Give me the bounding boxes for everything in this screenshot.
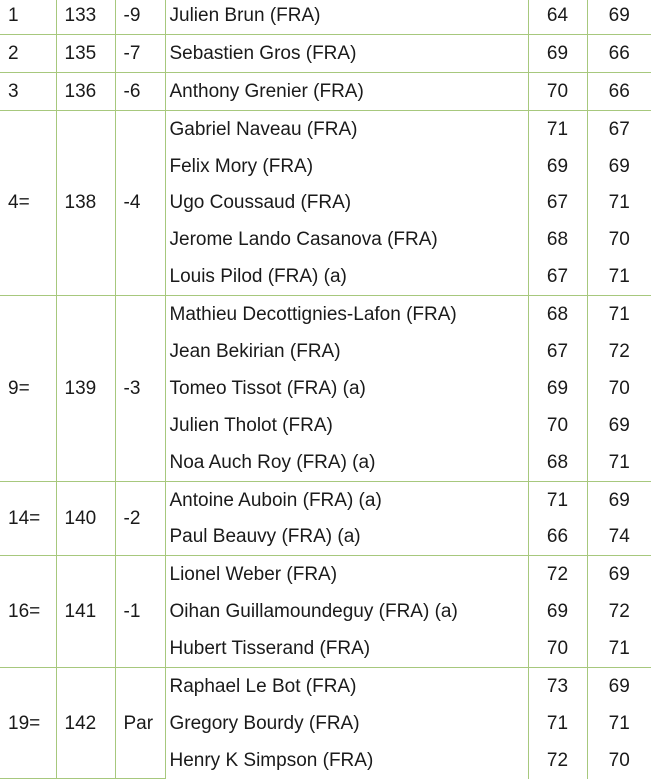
player-name-cell: Gabriel Naveau (FRA) [165, 110, 528, 147]
round-2-score-cell: 69 [587, 481, 651, 518]
position-cell: 14= [0, 481, 56, 556]
round-2-score-cell: 72 [587, 333, 651, 370]
round-2-score-cell: 66 [587, 34, 651, 72]
total-score-cell: 136 [56, 72, 115, 110]
round-2-score-cell: 69 [587, 668, 651, 705]
player-name-cell: Antoine Auboin (FRA) (a) [165, 481, 528, 518]
position-cell: 1 [0, 0, 56, 34]
round-1-score-cell: 73 [528, 668, 587, 705]
round-1-score-cell: 71 [528, 481, 587, 518]
round-2-score-cell: 72 [587, 593, 651, 630]
to-par-cell: -6 [115, 72, 165, 110]
round-2-score-cell: 70 [587, 370, 651, 407]
round-1-score-cell: 70 [528, 407, 587, 444]
player-name-cell: Lionel Weber (FRA) [165, 556, 528, 593]
round-1-score-cell: 69 [528, 148, 587, 185]
round-2-score-cell: 69 [587, 148, 651, 185]
player-name-cell: Julien Tholot (FRA) [165, 407, 528, 444]
round-1-score-cell: 71 [528, 705, 587, 742]
round-2-score-cell: 69 [587, 407, 651, 444]
player-name-cell: Henry K Simpson (FRA) [165, 742, 528, 779]
position-cell: 16= [0, 556, 56, 668]
round-1-score-cell: 70 [528, 630, 587, 667]
table-row [0, 556, 651, 593]
player-name-cell: Sebastien Gros (FRA) [165, 34, 528, 72]
table-row [0, 72, 651, 110]
position-cell: 4= [0, 110, 56, 295]
round-2-score-cell: 71 [587, 705, 651, 742]
total-score-cell: 133 [56, 0, 115, 34]
player-name-cell: Mathieu Decottignies-Lafon (FRA) [165, 296, 528, 333]
round-2-score-cell: 70 [587, 221, 651, 258]
table-row [0, 481, 651, 518]
table-row [0, 34, 651, 72]
table-row [0, 668, 651, 705]
player-name-cell: Gregory Bourdy (FRA) [165, 705, 528, 742]
round-1-score-cell: 69 [528, 593, 587, 630]
round-2-score-cell: 67 [587, 110, 651, 147]
round-1-score-cell: 68 [528, 296, 587, 333]
round-2-score-cell: 69 [587, 556, 651, 593]
player-name-cell: Oihan Guillamoundeguy (FRA) (a) [165, 593, 528, 630]
position-cell: 2 [0, 34, 56, 72]
round-1-score-cell: 67 [528, 258, 587, 295]
to-par-cell: -3 [115, 296, 165, 481]
player-name-cell: Anthony Grenier (FRA) [165, 72, 528, 110]
round-1-score-cell: 70 [528, 72, 587, 110]
total-score-cell: 140 [56, 481, 115, 556]
player-name-cell: Paul Beauvy (FRA) (a) [165, 518, 528, 555]
to-par-cell: -1 [115, 556, 165, 668]
player-name-cell: Raphael Le Bot (FRA) [165, 668, 528, 705]
round-2-score-cell: 69 [587, 0, 651, 34]
player-name-cell: Noa Auch Roy (FRA) (a) [165, 444, 528, 481]
round-1-score-cell: 64 [528, 0, 587, 34]
round-1-score-cell: 72 [528, 556, 587, 593]
to-par-cell: Par [115, 668, 165, 779]
round-2-score-cell: 66 [587, 72, 651, 110]
player-name-cell: Ugo Coussaud (FRA) [165, 184, 528, 221]
table-row [0, 0, 651, 34]
to-par-cell: -4 [115, 110, 165, 295]
round-1-score-cell: 68 [528, 444, 587, 481]
total-score-cell: 138 [56, 110, 115, 295]
round-2-score-cell: 71 [587, 258, 651, 295]
position-cell: 9= [0, 296, 56, 481]
total-score-cell: 135 [56, 34, 115, 72]
round-2-score-cell: 71 [587, 184, 651, 221]
player-name-cell: Hubert Tisserand (FRA) [165, 630, 528, 667]
round-1-score-cell: 67 [528, 184, 587, 221]
round-2-score-cell: 70 [587, 742, 651, 779]
total-score-cell: 142 [56, 668, 115, 779]
total-score-cell: 141 [56, 556, 115, 668]
player-name-cell: Jean Bekirian (FRA) [165, 333, 528, 370]
to-par-cell: -7 [115, 34, 165, 72]
player-name-cell: Jerome Lando Casanova (FRA) [165, 221, 528, 258]
position-cell: 3 [0, 72, 56, 110]
round-1-score-cell: 67 [528, 333, 587, 370]
player-name-cell: Louis Pilod (FRA) (a) [165, 258, 528, 295]
table-row [0, 110, 651, 147]
round-2-score-cell: 74 [587, 518, 651, 555]
round-2-score-cell: 71 [587, 630, 651, 667]
position-cell: 19= [0, 668, 56, 779]
to-par-cell: -2 [115, 481, 165, 556]
round-1-score-cell: 72 [528, 742, 587, 779]
player-name-cell: Tomeo Tissot (FRA) (a) [165, 370, 528, 407]
round-2-score-cell: 71 [587, 296, 651, 333]
round-1-score-cell: 68 [528, 221, 587, 258]
round-2-score-cell: 71 [587, 444, 651, 481]
to-par-cell: -9 [115, 0, 165, 34]
total-score-cell: 139 [56, 296, 115, 481]
round-1-score-cell: 69 [528, 370, 587, 407]
round-1-score-cell: 69 [528, 34, 587, 72]
round-1-score-cell: 71 [528, 110, 587, 147]
round-1-score-cell: 66 [528, 518, 587, 555]
player-name-cell: Julien Brun (FRA) [165, 0, 528, 34]
player-name-cell: Felix Mory (FRA) [165, 148, 528, 185]
table-row [0, 296, 651, 333]
